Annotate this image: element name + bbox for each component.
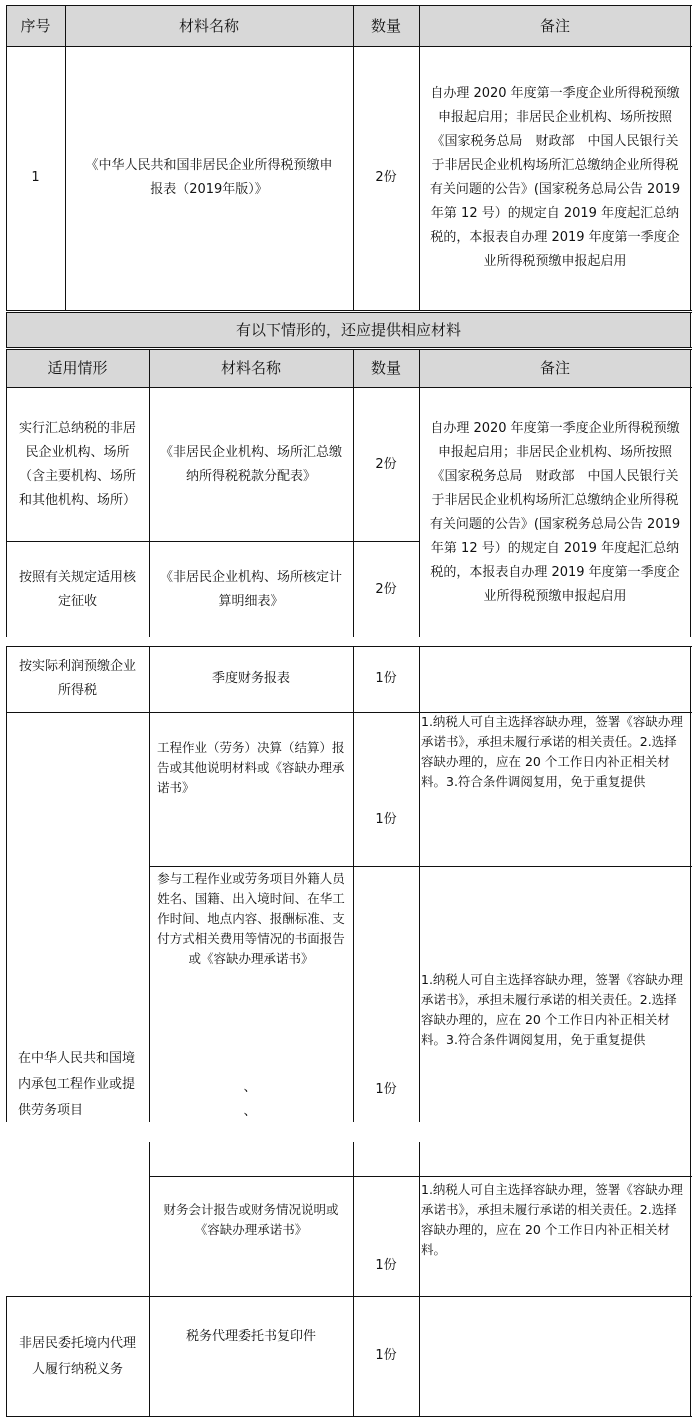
rule <box>149 646 150 1122</box>
rule <box>353 646 354 1122</box>
rule <box>353 349 354 637</box>
rule <box>419 1142 420 1416</box>
row1-quantity: 2份 <box>375 170 397 185</box>
header-material-name-2: 材料名称 <box>149 349 353 387</box>
row1-material-name: 《中华人民共和国非居民企业所得税预缴申报表（2019年版）》 <box>85 158 333 197</box>
rule <box>6 1296 7 1416</box>
rule <box>65 5 66 310</box>
header-material-name: 材料名称 <box>65 5 353 46</box>
rule <box>6 5 692 6</box>
table3-row1-case: 按实际利润预缴企业所得税 <box>18 659 136 698</box>
header-note: 备注 <box>419 5 691 46</box>
rule <box>6 712 692 713</box>
rule <box>6 349 7 637</box>
table3-row1-material-name: 季度财务报表 <box>211 671 290 686</box>
rule <box>690 349 691 637</box>
table2-merged-note: 自办理 2020 年度第一季度企业所得税预缴申报起启用；非居民企业机构、场所按照《国家税务总局 财政部 中国人民银行关于非居民企业机构场所汇总缴纳企业所得税有关问题的公告》(国家税务总局公告 2019 年第 12 号）的规定自 2019 年度起汇总纳税的，本报表自办理 2019 年度第一季度企业所得税预缴申报起启用 <box>429 420 681 604</box>
table3-row1-quantity: 1份 <box>375 671 397 686</box>
table2-row2-material-name: 《非居民企业机构、场所核定计算明细表》 <box>159 569 342 609</box>
rule <box>6 646 7 1122</box>
engineering-item1-quantity: 1份 <box>375 812 397 827</box>
header-applicable-case: 适用情形 <box>6 349 149 387</box>
rule <box>6 312 7 347</box>
engineering-item2-quantity: 1份 <box>375 1082 397 1097</box>
rule <box>6 646 692 647</box>
rule <box>353 5 354 310</box>
rule <box>6 387 692 388</box>
table3-last-case: 非居民委托境内代理人履行纳税义务 <box>18 1336 136 1377</box>
engineering-item2-mark1: 、 <box>243 1080 257 1095</box>
header-quantity: 数量 <box>353 5 419 46</box>
rule <box>690 312 691 347</box>
engineering-item2-note: 1.纳税人可自主选择容缺办理，签署《容缺办理承诺书》，承担未履行承诺的相关责任。2.选择容缺办理的，应在 20 个工作日内补正相关材料。3.符合条件调阅复用，免于重复提供 <box>421 972 683 1047</box>
rule <box>419 349 420 637</box>
engineering-item3-material-name: 财务会计报告或财务情况说明或《容缺办理承诺书》 <box>163 1202 339 1237</box>
rule <box>149 349 150 637</box>
rule <box>6 1296 692 1297</box>
rule <box>419 646 420 1122</box>
table3-last-material-name: 税务代理委托书复印件 <box>185 1329 316 1344</box>
rule <box>353 1142 354 1416</box>
rule <box>6 1416 692 1417</box>
rule <box>690 5 691 310</box>
table3-last-note <box>419 1298 691 1416</box>
table2-row1-material-name: 《非居民企业机构、场所汇总缴纳所得税税款分配表》 <box>159 444 342 484</box>
engineering-item3-note: 1.纳税人可自主选择容缺办理，签署《容缺办理承诺书》，承担未履行承诺的相关责任。2.选择容缺办理的，应在 20 个工作日内补正相关材料。 <box>421 1182 683 1257</box>
engineering-item1-material-name: 工程作业（劳务）决算（结算）报告或其他说明材料或《容缺办理承诺书》 <box>157 740 345 795</box>
engineering-item2-mark2: 、 <box>243 1104 257 1119</box>
engineering-case: 在中华人民共和国境内承包工程作业或提供劳务项目 <box>18 1051 136 1118</box>
engineering-item1-note: 1.纳税人可自主选择容缺办理，签署《容缺办理承诺书》，承担未履行承诺的相关责任。2.选择容缺办理的，应在 20 个工作日内补正相关材料。3.符合条件调阅复用，免于重复提供 <box>421 714 683 789</box>
rule <box>690 646 691 1416</box>
table2-row2-case: 按照有关规定适用核定征收 <box>18 569 136 609</box>
rule <box>6 541 419 542</box>
engineering-item3-quantity: 1份 <box>375 1258 397 1273</box>
rule <box>149 1176 692 1177</box>
rule <box>149 1142 150 1416</box>
rule <box>419 5 420 310</box>
rule <box>6 46 692 47</box>
engineering-item2-material-name: 参与工程作业或劳务项目外籍人员姓名、国籍、出入境时间、在华工作时间、地点内容、报酬标准、支付方式相关费用等情况的书面报告或《容缺办理承诺书》 <box>157 871 345 966</box>
header-note-2: 备注 <box>419 349 691 387</box>
table3-last-quantity: 1份 <box>375 1348 397 1363</box>
header-no: 序号 <box>6 5 65 46</box>
rule <box>149 866 692 867</box>
header-quantity-2: 数量 <box>353 349 419 387</box>
rule <box>6 5 7 310</box>
rule <box>6 349 692 350</box>
table2-row1-quantity: 2份 <box>375 456 397 472</box>
row1-note: 自办理 2020 年度第一季度企业所得税预缴申报起启用；非居民企业机构、场所按照《国家税务总局 财政部 中国人民银行关于非居民企业机构场所汇总缴纳企业所得税有关问题的公告》(国家税务总局公告 2019 年第 12 号）的规定自 2019 年度起汇总纳税的，本报表自办理 2019 年度第一季度企业所得税预缴申报起启用 <box>429 86 681 269</box>
table2-row1-case: 实行汇总纳税的非居民企业机构、场所（含主要机构、场所和其他机构、场所） <box>18 420 136 508</box>
row1-no: 1 <box>31 170 40 185</box>
section-title: 有以下情形的，还应提供相应材料 <box>6 312 691 347</box>
table3-row1-note <box>419 646 691 712</box>
rule <box>6 312 692 313</box>
table2-row2-quantity: 2份 <box>375 581 397 597</box>
